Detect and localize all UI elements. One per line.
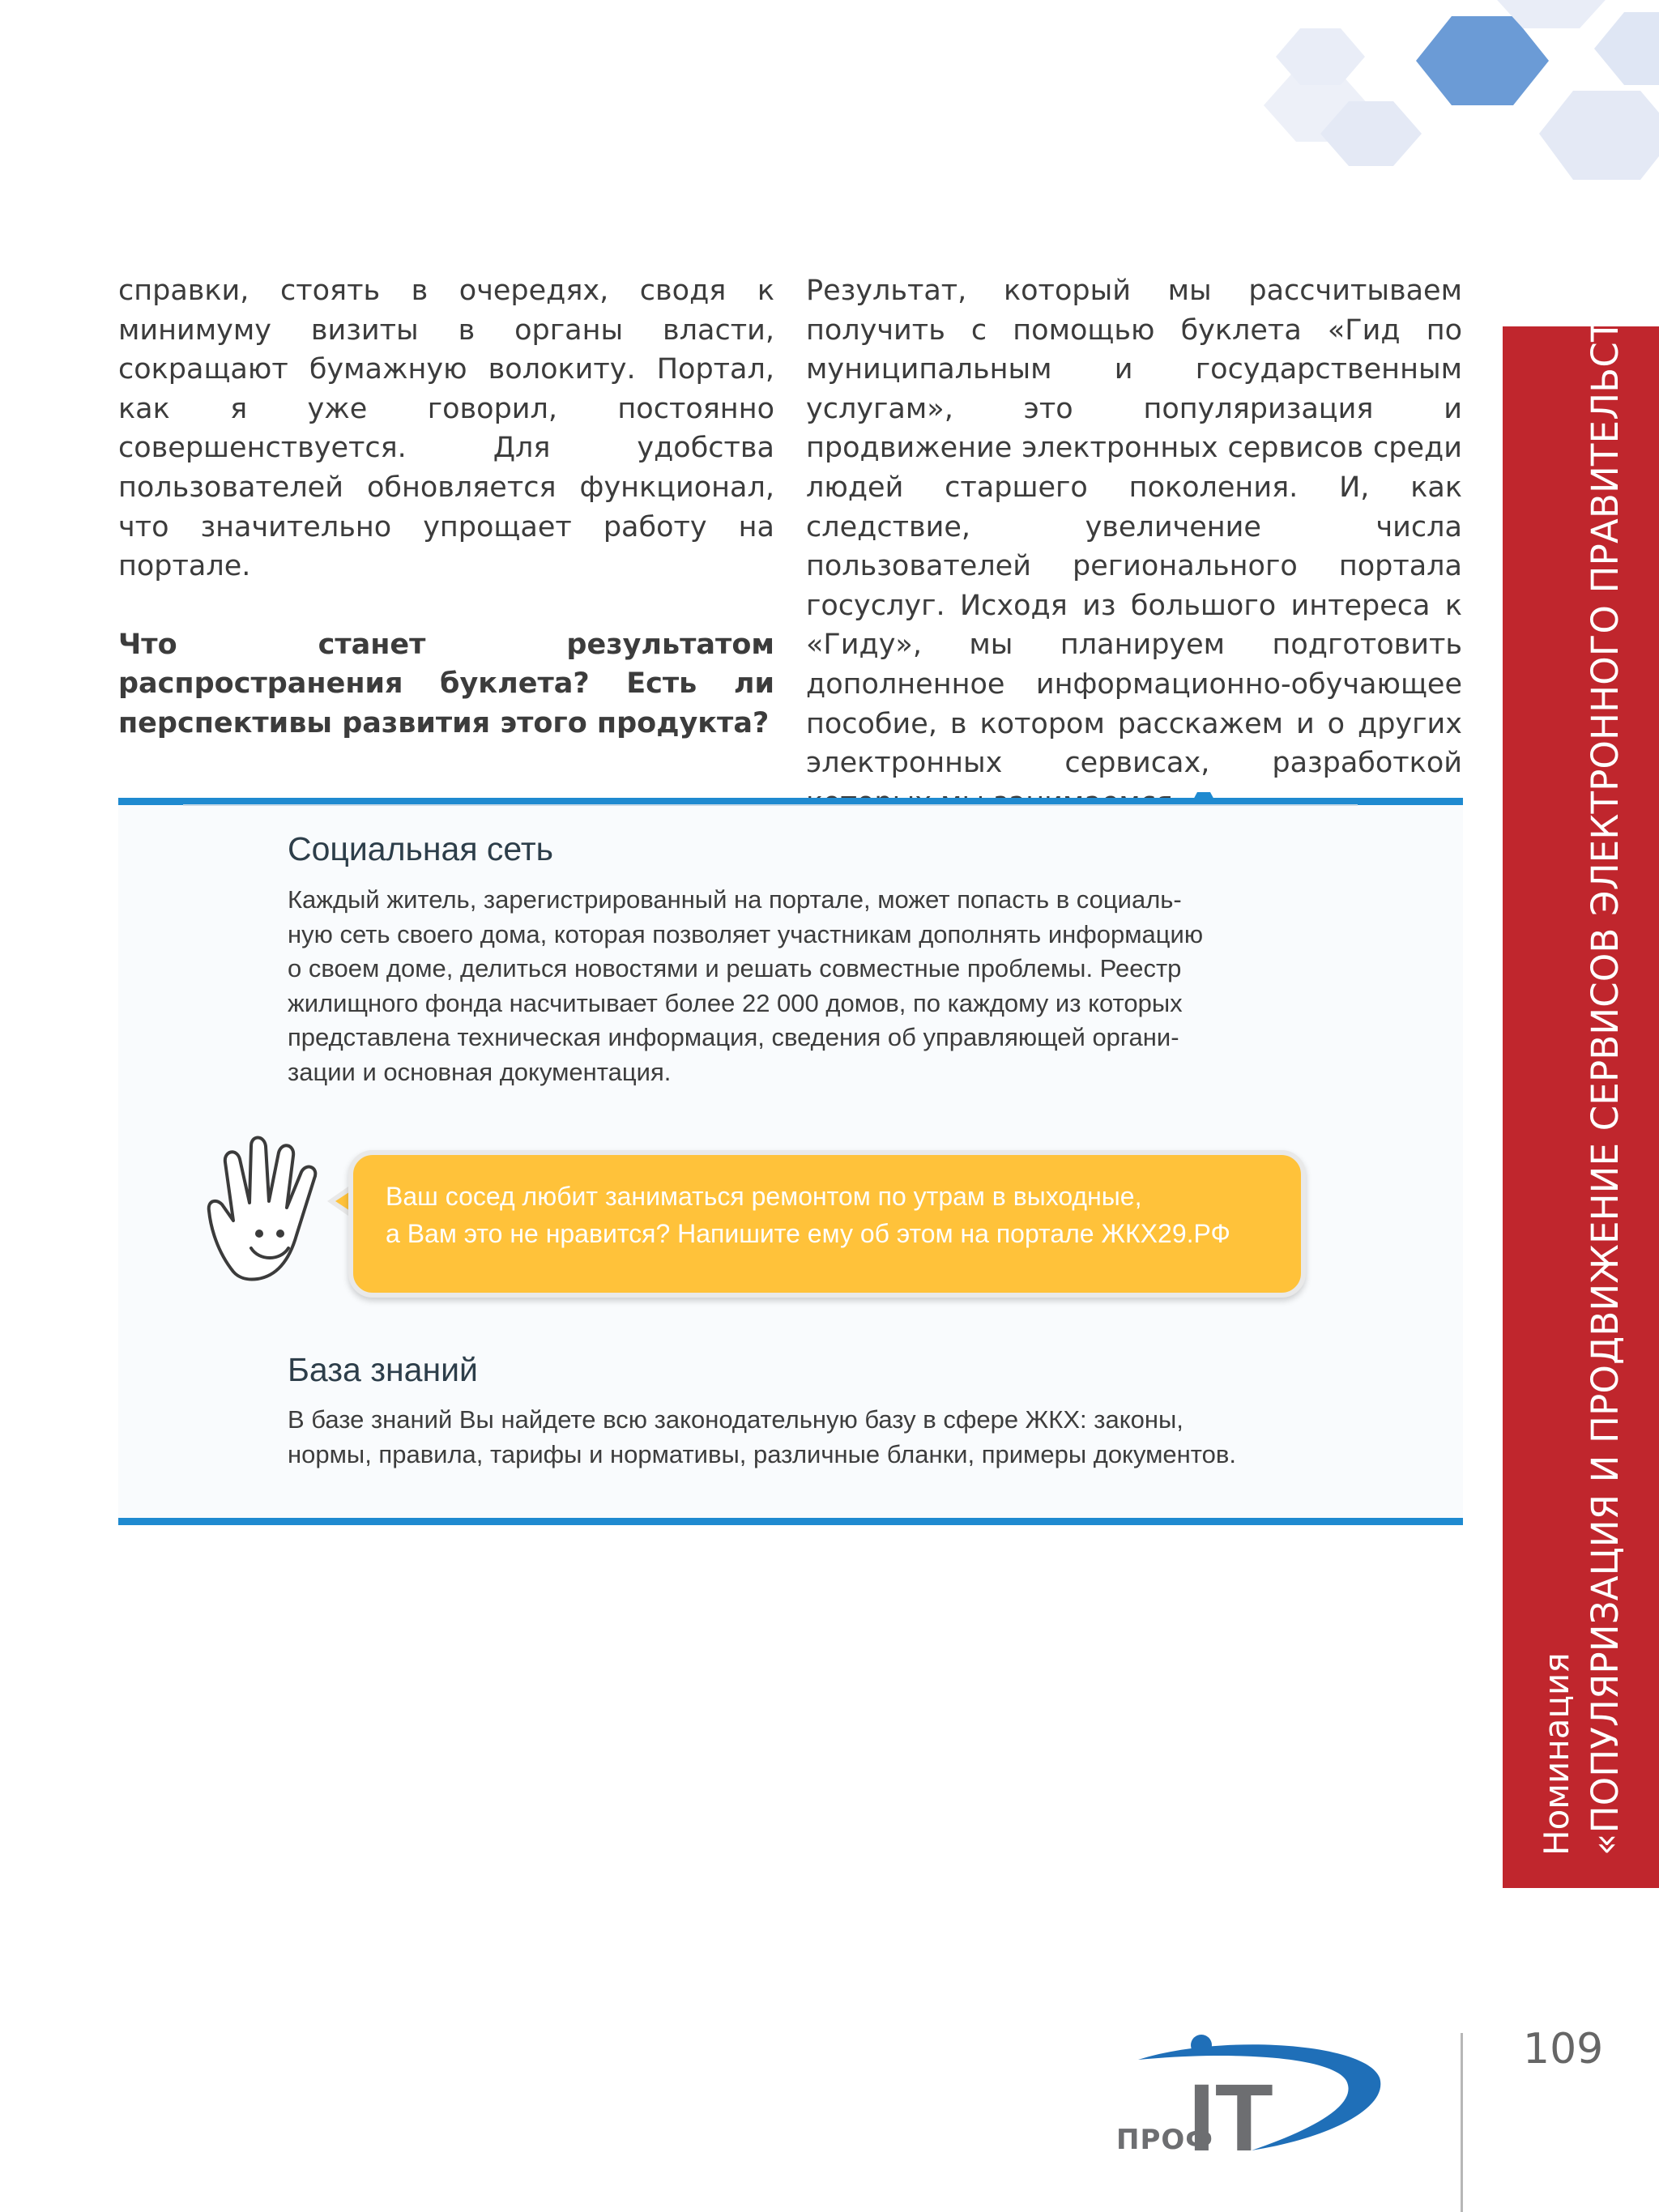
answer-text: Результат, который мы рассчитываем получить с помощью буклета «Гид по муниципальным и государственным услугам», это популяризация и продвижение электронных сервисов среди людей старшего поколения. И, как следствие, увеличение числа пользователей регионального портала госуслуг. Исходя из большого интереса к «Гиду», мы планируем подготовить дополненное информационно-обучающее пособие, в котором расскажем и о других электронных сервисах, разработкой (806, 275, 1462, 780)
footer-divider (1461, 2033, 1463, 2212)
panel-bottom-rule (118, 1518, 1463, 1525)
knowledge-base-title: База знаний (288, 1351, 478, 1388)
text-line: В базе знаний Вы найдете всю законодательную базу в сфере ЖКХ: законы, (288, 1405, 1183, 1434)
nomination-label: Номинация (1537, 1652, 1576, 1856)
waving-hand-icon (201, 1130, 331, 1284)
speech-bubble-text (386, 1178, 1277, 1252)
body-paragraph: справки, стоять в очередях, сводя к минимуму визиты в органы власти, сокращают бумажную волокиту. Портал, как я уже говорил, постоянно совершенствуется. Для удобства пользователей обновляется функционал, что значительно упрощает работу на портале. (118, 275, 774, 583)
article-right-column (806, 271, 1462, 822)
hexagon-pattern-icon (1199, 0, 1659, 194)
answer-paragraph (806, 271, 1462, 822)
speech-bubble (348, 1150, 1306, 1298)
text-line: нормы, правила, тарифы и нормативы, различные бланки, примеры документов. (288, 1439, 1236, 1468)
article-left-column (118, 271, 774, 744)
text-line: представлена техническая информация, сведения об управляющей органи- (288, 1023, 1179, 1051)
knowledge-base-text (288, 1403, 1308, 1472)
nomination-sidebar (1503, 246, 1659, 1888)
text-line: Ваш сосед любит заниматься ремонтом по утрам в выходные, (386, 1182, 1142, 1211)
social-network-title: Социальная сеть (288, 830, 553, 867)
nomination-title: «ПОПУЛЯРИЗАЦИЯ И ПРОДВИЖЕНИЕ СЕРВИСОВ ЭЛЕКТРОННОГО ПРАВИТЕЛЬСТВА» (1584, 246, 1627, 1856)
text-line: о своем доме, делиться новостями и решать совместные проблемы. Реестр (288, 954, 1182, 982)
text-line: зации и основная документация. (288, 1057, 672, 1086)
page-number: 109 (1523, 2025, 1604, 2073)
nomination-text (1503, 246, 1659, 1888)
text-line: Каждый житель, зарегистрированный на портале, может попасть в социаль- (288, 885, 1182, 914)
logo-prof-text: ПРОФ (1116, 2124, 1213, 2156)
social-network-text (288, 883, 1308, 1089)
logo-it-text: IT (1188, 2065, 1273, 2159)
text-line: ную сеть своего дома, которая позволяет участникам дополнять информацию (288, 919, 1204, 948)
text-line: жилищного фонда насчитывает более 22 000 домов, по каждому из которых (288, 988, 1183, 1017)
interview-question: Что станет результатом распространения буклета? Есть ли перспективы развития этого продукта? (118, 628, 774, 739)
panel-inner-rule (183, 804, 1358, 806)
text-line: а Вам это не нравится? Напишите ему об этом на портале ЖКХ29.РФ (386, 1219, 1230, 1248)
